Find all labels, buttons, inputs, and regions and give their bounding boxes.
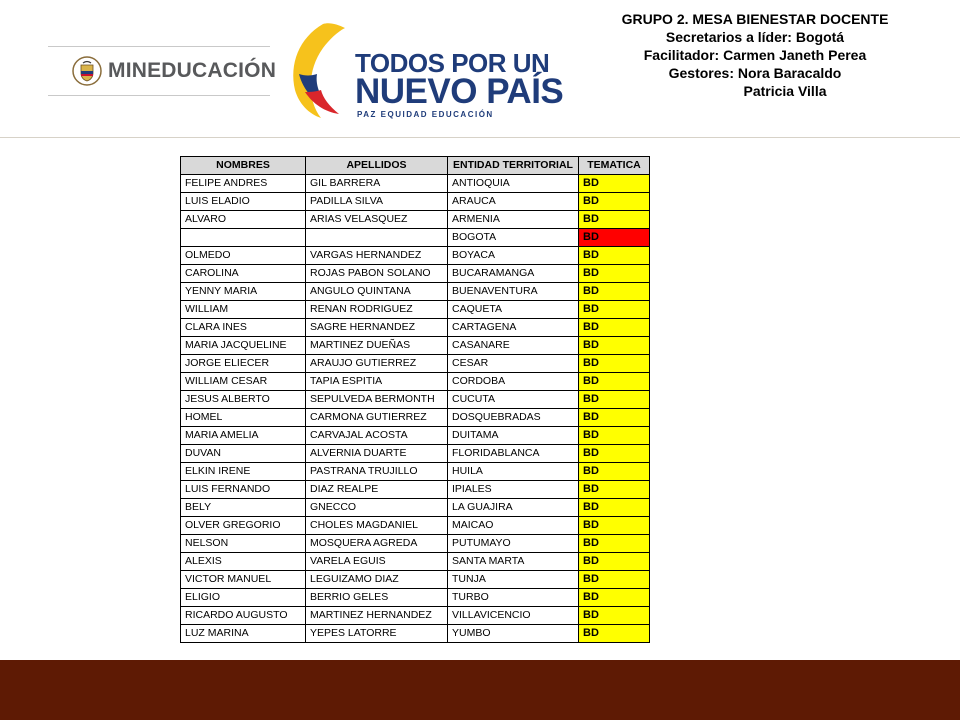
cell-tematica: BD [579, 175, 650, 193]
cell-entidad: LA GUAJIRA [448, 499, 579, 517]
heading-facilitator: Facilitador: Carmen Janeth Perea [643, 47, 867, 63]
cell-tematica: BD [579, 355, 650, 373]
cell-nombre: DUVAN [181, 445, 306, 463]
cell-apellido: MARTINEZ DUEÑAS [306, 337, 448, 355]
col-header-entidad: ENTIDAD TERRITORIAL [448, 157, 579, 175]
mineducacion-logo [48, 46, 277, 96]
cell-tematica: BD [579, 571, 650, 589]
participants-table [180, 156, 650, 643]
cell-nombre: CAROLINA [181, 265, 306, 283]
footer-bar [0, 660, 960, 720]
col-header-tematica: TEMATICA [579, 157, 650, 175]
cell-nombre: ELIGIO [181, 589, 306, 607]
cell-nombre: NELSON [181, 535, 306, 553]
cell-nombre: HOMEL [181, 409, 306, 427]
table-row [181, 193, 650, 211]
cell-apellido: VARELA EGUIS [306, 553, 448, 571]
cell-entidad: TUNJA [448, 571, 579, 589]
cell-entidad: ANTIOQUIA [448, 175, 579, 193]
cell-nombre: VICTOR MANUEL [181, 571, 306, 589]
cell-apellido: BERRIO GELES [306, 589, 448, 607]
cell-nombre: ELKIN IRENE [181, 463, 306, 481]
cell-tematica: BD [579, 337, 650, 355]
table-row [181, 355, 650, 373]
table-row [181, 427, 650, 445]
cell-tematica-highlighted: BD [579, 229, 650, 247]
cell-entidad: DUITAMA [448, 427, 579, 445]
table-row [181, 337, 650, 355]
table-row [181, 373, 650, 391]
cell-entidad: HUILA [448, 463, 579, 481]
cell-tematica: BD [579, 319, 650, 337]
table-row [181, 499, 650, 517]
cell-entidad: MAICAO [448, 517, 579, 535]
cell-tematica: BD [579, 481, 650, 499]
cell-apellido [306, 229, 448, 247]
cell-tematica: BD [579, 373, 650, 391]
cell-entidad: YUMBO [448, 625, 579, 643]
cell-nombre: ALVARO [181, 211, 306, 229]
cell-nombre: RICARDO AUGUSTO [181, 607, 306, 625]
cell-entidad: ARMENIA [448, 211, 579, 229]
cell-nombre: LUZ MARINA [181, 625, 306, 643]
cell-entidad: BOYACA [448, 247, 579, 265]
cell-apellido: CHOLES MAGDANIEL [306, 517, 448, 535]
campaign-tagline: PAZ EQUIDAD EDUCACIÓN [357, 110, 494, 119]
cell-apellido: MARTINEZ HERNANDEZ [306, 607, 448, 625]
cell-entidad: CASANARE [448, 337, 579, 355]
table-row [181, 301, 650, 319]
table-row [181, 517, 650, 535]
cell-nombre: WILLIAM CESAR [181, 373, 306, 391]
cell-tematica: BD [579, 265, 650, 283]
cell-tematica: BD [579, 427, 650, 445]
table-row [181, 553, 650, 571]
cell-nombre: FELIPE ANDRES [181, 175, 306, 193]
cell-apellido: ARIAS VELASQUEZ [306, 211, 448, 229]
cell-tematica: BD [579, 247, 650, 265]
logo-top-rule [48, 46, 270, 47]
cell-nombre: YENNY MARIA [181, 283, 306, 301]
cell-entidad: BOGOTA [448, 229, 579, 247]
table-row [181, 391, 650, 409]
cell-tematica: BD [579, 283, 650, 301]
table-row [181, 589, 650, 607]
cell-tematica: BD [579, 463, 650, 481]
table-row [181, 283, 650, 301]
cell-entidad: PUTUMAYO [448, 535, 579, 553]
cell-entidad: DOSQUEBRADAS [448, 409, 579, 427]
cell-apellido: GNECCO [306, 499, 448, 517]
cell-apellido: MOSQUERA AGREDA [306, 535, 448, 553]
cell-nombre: OLMEDO [181, 247, 306, 265]
cell-apellido: ANGULO QUINTANA [306, 283, 448, 301]
heading-group-title: GRUPO 2. MESA BIENESTAR DOCENTE [621, 11, 889, 27]
coat-of-arms-icon [72, 56, 102, 86]
cell-nombre: BELY [181, 499, 306, 517]
cell-nombre [181, 229, 306, 247]
table-row [181, 409, 650, 427]
ministry-name: MINEDUCACIÓN [108, 59, 277, 82]
cell-tematica: BD [579, 625, 650, 643]
table-row [181, 571, 650, 589]
cell-tematica: BD [579, 391, 650, 409]
cell-apellido: CARVAJAL ACOSTA [306, 427, 448, 445]
table-row [181, 229, 650, 247]
table-row [181, 265, 650, 283]
cell-entidad: CORDOBA [448, 373, 579, 391]
table-row [181, 481, 650, 499]
cell-apellido: TAPIA ESPITIA [306, 373, 448, 391]
cell-tematica: BD [579, 589, 650, 607]
logo-bottom-rule [48, 95, 270, 96]
table-row [181, 607, 650, 625]
cell-apellido: SEPULVEDA BERMONTH [306, 391, 448, 409]
table-row [181, 175, 650, 193]
col-header-nombres: NOMBRES [181, 157, 306, 175]
cell-apellido: ARAUJO GUTIERREZ [306, 355, 448, 373]
heading-manager-2: Patricia Villa [743, 83, 827, 99]
cell-entidad: CARTAGENA [448, 319, 579, 337]
cell-tematica: BD [579, 211, 650, 229]
cell-entidad: VILLAVICENCIO [448, 607, 579, 625]
cell-entidad: SANTA MARTA [448, 553, 579, 571]
table-row [181, 463, 650, 481]
cell-apellido: PASTRANA TRUJILLO [306, 463, 448, 481]
cell-entidad: BUCARAMANGA [448, 265, 579, 283]
cell-tematica: BD [579, 535, 650, 553]
table-row [181, 445, 650, 463]
cell-nombre: JESUS ALBERTO [181, 391, 306, 409]
cell-tematica: BD [579, 553, 650, 571]
cell-apellido: GIL BARRERA [306, 175, 448, 193]
cell-tematica: BD [579, 517, 650, 535]
cell-entidad: CAQUETA [448, 301, 579, 319]
tricolor-swoosh-icon [285, 20, 355, 120]
cell-apellido: PADILLA SILVA [306, 193, 448, 211]
cell-tematica: BD [579, 409, 650, 427]
slide-heading [560, 10, 950, 100]
cell-entidad: TURBO [448, 589, 579, 607]
cell-apellido: YEPES LATORRE [306, 625, 448, 643]
cell-tematica: BD [579, 499, 650, 517]
cell-nombre: CLARA INES [181, 319, 306, 337]
table-header-row [181, 157, 650, 175]
cell-nombre: WILLIAM [181, 301, 306, 319]
cell-nombre: MARIA JACQUELINE [181, 337, 306, 355]
cell-entidad: ARAUCA [448, 193, 579, 211]
cell-nombre: ALEXIS [181, 553, 306, 571]
cell-apellido: ROJAS PABON SOLANO [306, 265, 448, 283]
cell-apellido: LEGUIZAMO DIAZ [306, 571, 448, 589]
cell-nombre: LUIS ELADIO [181, 193, 306, 211]
table-row [181, 319, 650, 337]
cell-entidad: CESAR [448, 355, 579, 373]
cell-entidad: BUENAVENTURA [448, 283, 579, 301]
cell-entidad: CUCUTA [448, 391, 579, 409]
campaign-line1: TODOS POR UN [355, 48, 550, 78]
cell-apellido: DIAZ REALPE [306, 481, 448, 499]
cell-tematica: BD [579, 301, 650, 319]
table-row [181, 211, 650, 229]
cell-nombre: LUIS FERNANDO [181, 481, 306, 499]
todos-por-un-nuevo-pais-logo [285, 20, 564, 120]
heading-secretaries: Secretarios a líder: Bogotá [665, 29, 845, 45]
campaign-line2: NUEVO PAÍS [355, 72, 564, 111]
cell-tematica: BD [579, 607, 650, 625]
cell-nombre: MARIA AMELIA [181, 427, 306, 445]
table-row [181, 535, 650, 553]
header-divider [0, 137, 960, 138]
cell-entidad: FLORIDABLANCA [448, 445, 579, 463]
cell-nombre: JORGE ELIECER [181, 355, 306, 373]
cell-entidad: IPIALES [448, 481, 579, 499]
cell-apellido: CARMONA GUTIERREZ [306, 409, 448, 427]
col-header-apellidos: APELLIDOS [306, 157, 448, 175]
cell-apellido: VARGAS HERNANDEZ [306, 247, 448, 265]
cell-tematica: BD [579, 193, 650, 211]
cell-apellido: SAGRE HERNANDEZ [306, 319, 448, 337]
cell-apellido: ALVERNIA DUARTE [306, 445, 448, 463]
cell-tematica: BD [579, 445, 650, 463]
table-row [181, 625, 650, 643]
cell-nombre: OLVER GREGORIO [181, 517, 306, 535]
heading-managers: Gestores: Nora Baracaldo [668, 65, 842, 81]
cell-apellido: RENAN RODRIGUEZ [306, 301, 448, 319]
table-row [181, 247, 650, 265]
